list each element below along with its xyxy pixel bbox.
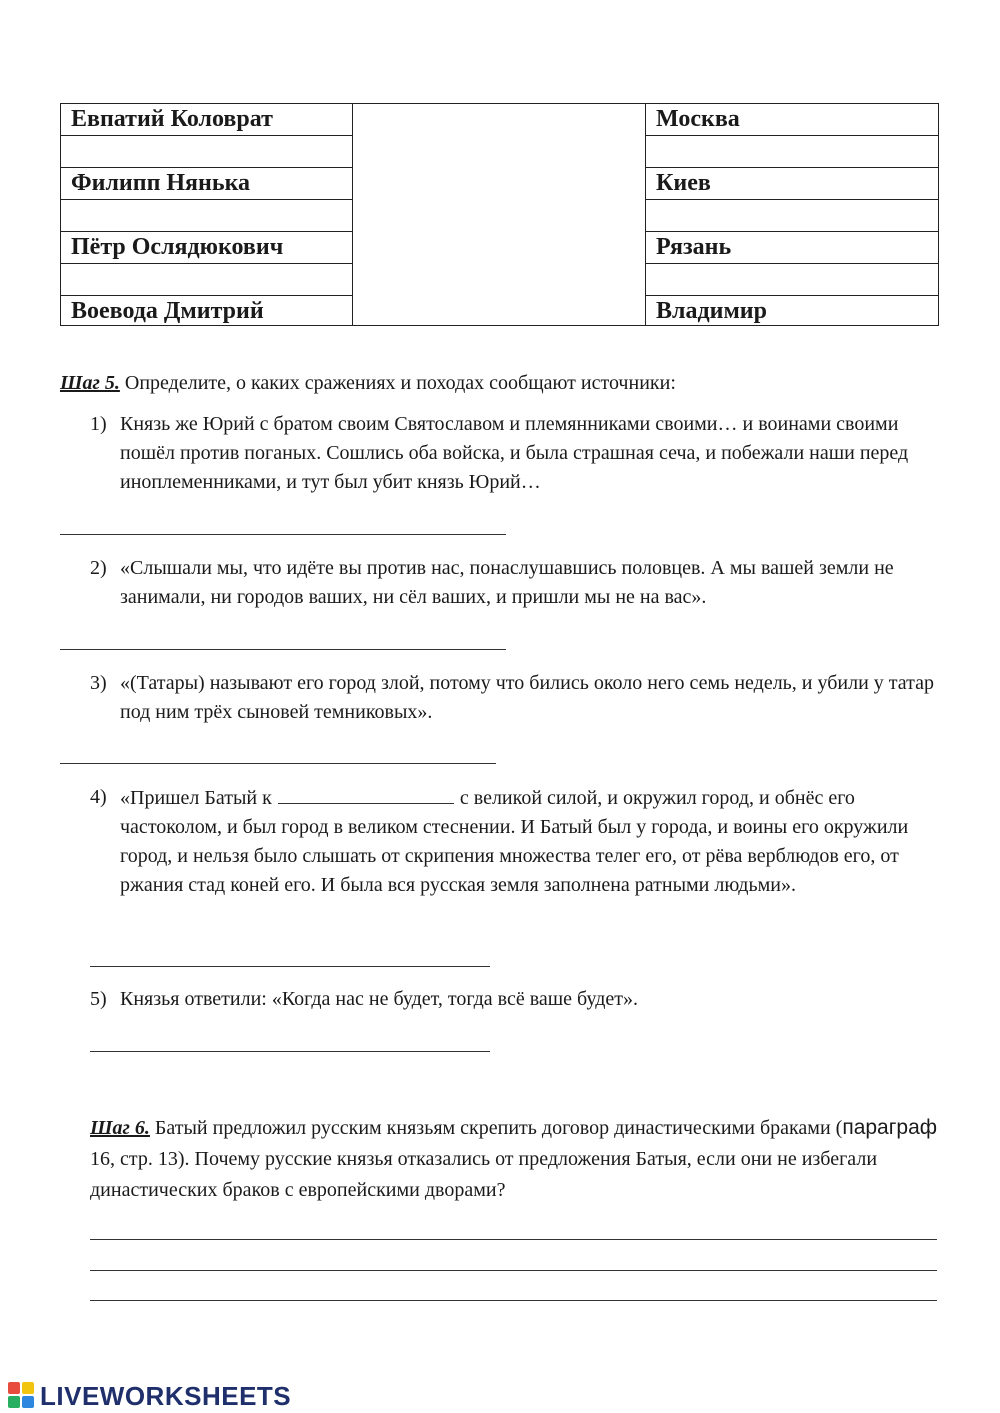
step6-text-2: 16, стр. 13). Почему русские князья отказались от предложения Батыя, если они не избегали династических браков с европейскими дворами? bbox=[90, 1148, 878, 1201]
logo-square-icon bbox=[8, 1382, 20, 1394]
item-number: 5) bbox=[90, 988, 107, 1010]
logo-square-icon bbox=[22, 1382, 34, 1394]
answer-line-6b[interactable] bbox=[90, 1270, 937, 1271]
liveworksheets-logo[interactable] bbox=[8, 1380, 291, 1412]
name-cell: Филипп Нянька bbox=[60, 167, 353, 200]
item-text-start: «Пришел Батый к bbox=[120, 787, 272, 809]
city-cell-empty[interactable] bbox=[645, 199, 939, 232]
name-cell-empty[interactable] bbox=[60, 263, 353, 296]
cities-column bbox=[645, 103, 939, 326]
step6-label: Шаг 6. bbox=[90, 1117, 150, 1139]
step6-text-ref: параграф bbox=[842, 1116, 938, 1139]
source-item-2 bbox=[90, 554, 950, 612]
answer-line-6a[interactable] bbox=[90, 1239, 937, 1240]
logo-square-icon bbox=[8, 1396, 20, 1408]
source-item-3 bbox=[90, 669, 940, 727]
city-blank[interactable] bbox=[278, 783, 454, 804]
city-cell: Киев bbox=[645, 167, 939, 200]
source-item-1 bbox=[90, 410, 930, 497]
item-number: 2) bbox=[90, 557, 107, 579]
city-cell: Владимир bbox=[645, 295, 939, 326]
step5-label: Шаг 5. bbox=[60, 372, 120, 394]
answer-line-5[interactable] bbox=[90, 1051, 490, 1052]
item-text: Князья ответили: «Когда нас не будет, тогда всё ваше будет». bbox=[120, 988, 639, 1010]
name-cell: Воевода Дмитрий bbox=[60, 295, 353, 326]
name-cell-empty[interactable] bbox=[60, 135, 353, 168]
answer-line-4[interactable] bbox=[90, 966, 490, 967]
item-text: «(Татары) называют его город злой, потому что бились около него семь недель, и убили у татар под ним трёх сыновей темниковых». bbox=[120, 672, 935, 723]
source-item-5 bbox=[90, 985, 950, 1014]
answer-line-6c[interactable] bbox=[90, 1300, 937, 1301]
step5-text: Определите, о каких сражениях и походах сообщают источники: bbox=[124, 372, 676, 394]
step5-heading bbox=[60, 368, 960, 398]
item-text: «Слышали мы, что идёте вы против нас, понаслушавшись половцев. А мы вашей земли не занимали, ни городов ваших, ни сёл ваших, и пришли мы не на вас». bbox=[120, 557, 894, 608]
city-cell-empty[interactable] bbox=[645, 135, 939, 168]
item-text-end: с великой силой, и окружил город, и обнёс его частоколом, и был город в великом стеснении. И Батый был у города, и воины его окружили город, и нельзя было слышать от скрипения множества телег его, от рёва верблюдов его, от ржания стад коней его. И была вся русская земля заполнена ратными людьми». bbox=[120, 787, 909, 896]
logo-text: LIVEWORKSHEETS bbox=[40, 1380, 292, 1411]
item-number: 4) bbox=[90, 786, 107, 808]
answer-line-2[interactable] bbox=[60, 649, 506, 650]
answer-line-3[interactable] bbox=[60, 763, 496, 764]
logo-square-icon bbox=[22, 1396, 34, 1408]
item-number: 1) bbox=[90, 413, 107, 435]
answer-line-1[interactable] bbox=[60, 534, 506, 535]
logo-mark-icon bbox=[8, 1382, 36, 1410]
city-cell-empty[interactable] bbox=[645, 263, 939, 296]
step6-block bbox=[90, 1112, 950, 1206]
name-cell: Пётр Ослядюкович bbox=[60, 231, 353, 264]
city-cell: Рязань bbox=[645, 231, 939, 264]
step6-text-1: Батый предложил русским князьям скрепить договор династическими браками ( bbox=[154, 1117, 843, 1139]
source-item-4 bbox=[90, 783, 930, 900]
matching-area[interactable] bbox=[353, 103, 645, 326]
names-column bbox=[60, 103, 353, 326]
name-cell: Евпатий Коловрат bbox=[60, 103, 353, 136]
item-text: Князь же Юрий с братом своим Святославом и племянниками своими… и воинами своими пошёл против поганых. Сошлись оба войска, и была страшная сеча, и побежали наши перед иноплеменниками, и тут был убит князь Юрий… bbox=[120, 413, 909, 493]
name-cell-empty[interactable] bbox=[60, 199, 353, 232]
item-number: 3) bbox=[90, 672, 107, 694]
item-text bbox=[120, 783, 930, 900]
matching-table bbox=[60, 103, 939, 326]
city-cell: Москва bbox=[645, 103, 939, 136]
